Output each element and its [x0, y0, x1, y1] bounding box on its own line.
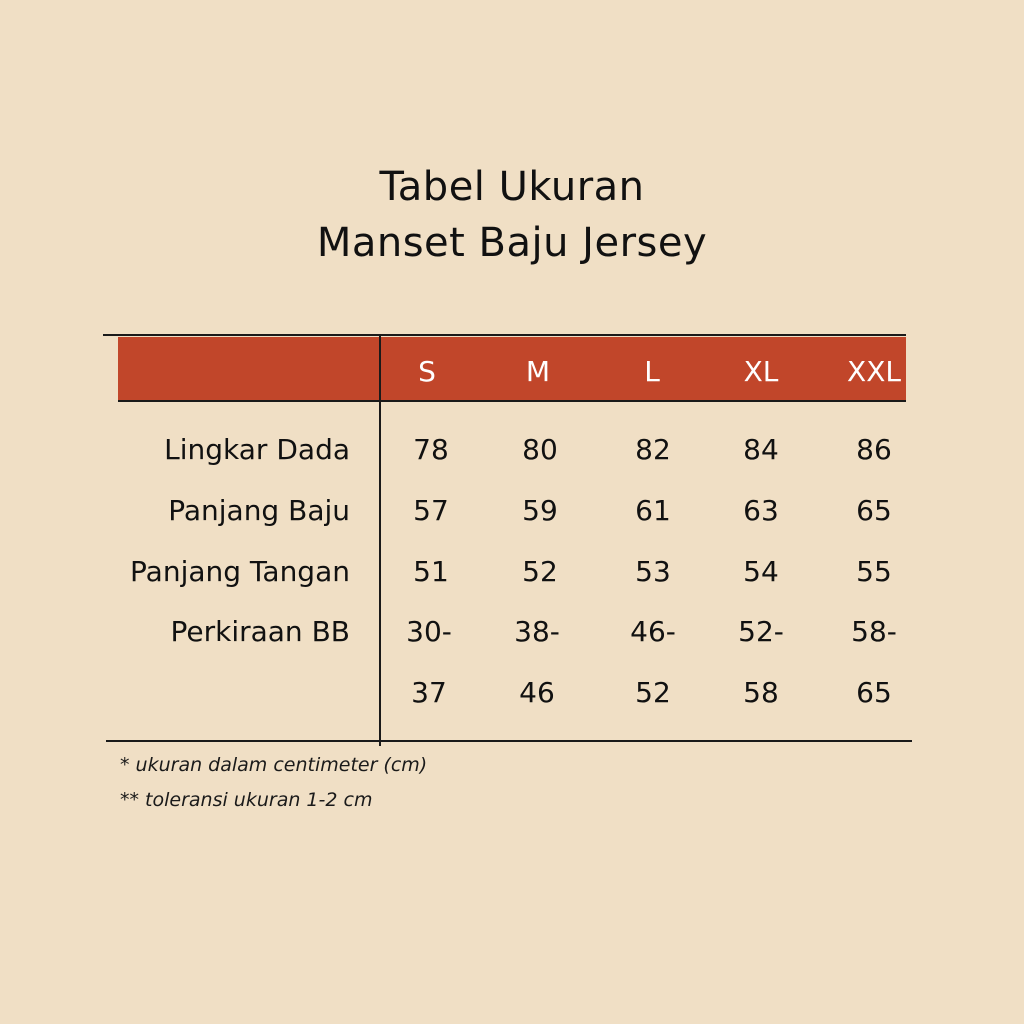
table-cell: 53 — [635, 555, 671, 588]
table-bottom-rule — [106, 740, 912, 742]
table-cell: 52- — [738, 615, 784, 648]
row-label-perkiraan-bb: Perkiraan BB — [170, 615, 350, 648]
table-cell: 65 — [856, 494, 892, 527]
table-cell: 57 — [413, 494, 449, 527]
table-cell: 52 — [635, 676, 671, 709]
table-cell: 61 — [635, 494, 671, 527]
table-cell: 58 — [743, 676, 779, 709]
table-cell: 78 — [413, 433, 449, 466]
table-cell: 52 — [522, 555, 558, 588]
footnote-units: * ukuran dalam centimeter (cm) — [120, 754, 428, 776]
row-label-lingkar-dada: Lingkar Dada — [164, 433, 350, 466]
table-cell: 55 — [856, 555, 892, 588]
table-cell: 51 — [413, 555, 449, 588]
table-cell: 82 — [635, 433, 671, 466]
table-cell: 65 — [856, 676, 892, 709]
table-top-rule — [103, 334, 906, 336]
size-header-xl: XL — [743, 355, 779, 388]
row-label-panjang-baju: Panjang Baju — [168, 494, 350, 527]
table-cell: 86 — [856, 433, 892, 466]
row-label-panjang-tangan: Panjang Tangan — [130, 555, 350, 588]
footnote-tolerance: ** toleransi ukuran 1-2 cm — [120, 789, 373, 811]
table-cell: 84 — [743, 433, 779, 466]
table-cell: 63 — [743, 494, 779, 527]
table-cell: 58- — [851, 615, 897, 648]
size-header-s: S — [418, 355, 436, 388]
table-cell: 46- — [630, 615, 676, 648]
table-cell: 46 — [519, 676, 555, 709]
table-cell: 38- — [514, 615, 560, 648]
table-cell: 54 — [743, 555, 779, 588]
table-cell: 37 — [411, 676, 447, 709]
size-header-l: L — [644, 355, 660, 388]
size-header-xxl: XXL — [847, 355, 901, 388]
table-cell: 59 — [522, 494, 558, 527]
page-title-line-2: Manset Baju Jersey — [316, 220, 708, 266]
table-cell: 30- — [406, 615, 452, 648]
header-bottom-rule — [118, 400, 906, 402]
table-cell: 80 — [522, 433, 558, 466]
size-header-m: M — [525, 355, 551, 388]
page-title-line-1: Tabel Ukuran — [379, 164, 645, 210]
